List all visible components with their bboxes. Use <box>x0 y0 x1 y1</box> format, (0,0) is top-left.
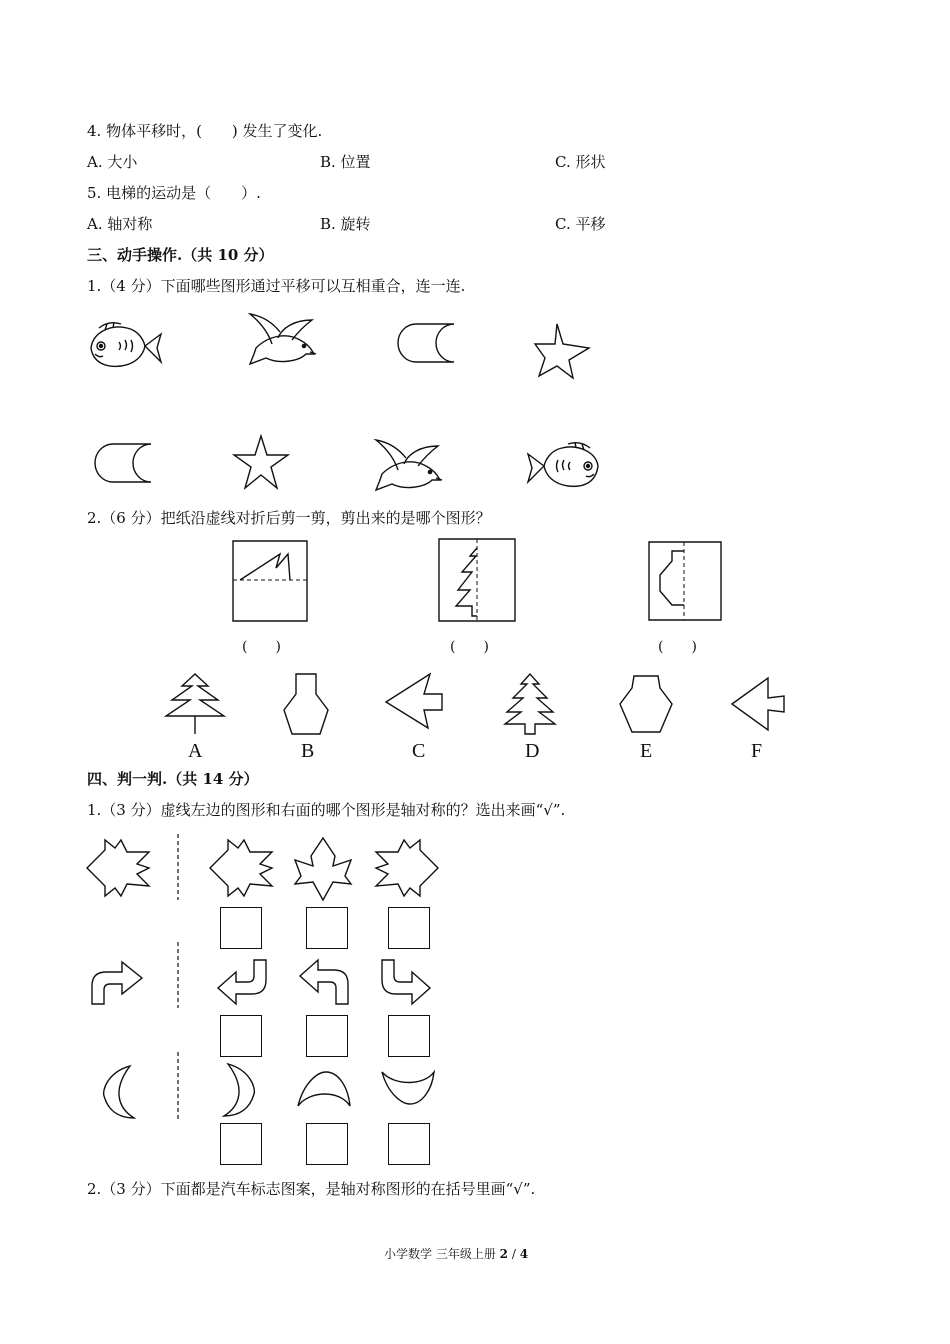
page-footer <box>384 1244 528 1264</box>
turn-arrow-down-right-icon[interactable] <box>380 958 432 1006</box>
leaf-arrow-right-icon[interactable] <box>374 838 440 898</box>
folded-paper-3 <box>648 541 722 621</box>
answer-box[interactable] <box>306 1123 348 1165</box>
answer-blank-1[interactable]: ( ) <box>242 639 281 655</box>
leaf-arrow-left-icon[interactable] <box>208 838 274 898</box>
folded-paper-2 <box>438 538 516 622</box>
footer-sep: / <box>511 1247 516 1261</box>
answer-box[interactable] <box>220 1015 262 1057</box>
q5-option-b[interactable]: B. 旋转 <box>320 215 371 233</box>
choice-f-arrow[interactable] <box>730 676 788 732</box>
turn-arrow-right-icon <box>90 960 144 1006</box>
folded-paper-1 <box>232 540 308 622</box>
section4-q1-stem: 1.（3 分）虚线左边的图形和右面的哪个图形是轴对称的？选出来画“√”. <box>87 801 566 819</box>
crescent-down-icon[interactable] <box>380 1070 436 1108</box>
fish-icon[interactable] <box>85 318 163 376</box>
turn-arrow-down-left-icon[interactable] <box>216 958 268 1006</box>
choice-e-hexagon[interactable] <box>618 674 674 734</box>
footer-subject: 小学数学 三年级上册 <box>384 1247 496 1261</box>
q5-option-c[interactable]: C. 平移 <box>555 215 606 233</box>
q4-option-b[interactable]: B. 位置 <box>320 153 371 171</box>
bird-icon[interactable] <box>368 436 444 492</box>
d-shape-icon[interactable] <box>95 442 153 484</box>
section4-q2-stem: 2.（3 分）下面都是汽车标志图案，是轴对称图形的在括号里画“√”. <box>87 1180 536 1198</box>
fish-icon[interactable] <box>524 438 604 494</box>
choice-b-vase[interactable] <box>282 672 330 736</box>
choice-f-label: F <box>751 740 763 762</box>
answer-blank-2[interactable]: ( ) <box>450 639 489 655</box>
q4-stem: 4. 物体平移时，( ) 发生了变化. <box>87 122 323 140</box>
answer-box[interactable] <box>388 1015 430 1057</box>
footer-total: 4 <box>519 1247 529 1261</box>
choice-c-arrow[interactable] <box>384 672 444 730</box>
q4-option-a[interactable]: A. 大小 <box>87 153 138 171</box>
star-icon[interactable] <box>533 322 591 380</box>
leaf-arrow-down-icon[interactable] <box>293 836 353 902</box>
answer-box[interactable] <box>306 907 348 949</box>
section3-title: 三、动手操作.（共 10 分） <box>87 246 274 264</box>
star-icon[interactable] <box>232 434 290 490</box>
choice-c-label: C <box>412 740 426 762</box>
section3-q1-stem: 1.（4 分）下面哪些图形通过平移可以互相重合，连一连. <box>87 277 466 295</box>
answer-blank-3[interactable]: ( ) <box>658 639 697 655</box>
choice-a-label: A <box>188 740 203 762</box>
leaf-arrow-left-icon <box>85 838 151 898</box>
answer-box[interactable] <box>220 1123 262 1165</box>
choice-d-label: D <box>525 740 540 762</box>
dashed-axis <box>176 832 180 1124</box>
answer-box[interactable] <box>388 1123 430 1165</box>
answer-box[interactable] <box>388 907 430 949</box>
choice-d-tree[interactable] <box>501 672 559 736</box>
crescent-right-icon[interactable] <box>222 1062 260 1118</box>
choice-b-label: B <box>301 740 315 762</box>
crescent-up-icon[interactable] <box>296 1068 352 1108</box>
bird-icon[interactable] <box>242 310 318 366</box>
answer-box[interactable] <box>220 907 262 949</box>
choice-a-tree[interactable] <box>164 672 226 736</box>
q5-option-a[interactable]: A. 轴对称 <box>87 215 153 233</box>
answer-box[interactable] <box>306 1015 348 1057</box>
choice-e-label: E <box>640 740 653 762</box>
footer-page: 2 <box>499 1247 509 1261</box>
section3-q2-stem: 2.（6 分）把纸沿虚线对折后剪一剪，剪出来的是哪个图形？ <box>87 509 491 527</box>
d-shape-icon[interactable] <box>398 322 456 364</box>
q5-stem: 5. 电梯的运动是（ ）. <box>87 184 261 202</box>
turn-arrow-left-icon[interactable] <box>298 958 350 1006</box>
section4-title: 四、判一判.（共 14 分） <box>87 770 259 788</box>
crescent-left-icon <box>100 1064 136 1120</box>
q4-option-c[interactable]: C. 形状 <box>555 153 606 171</box>
